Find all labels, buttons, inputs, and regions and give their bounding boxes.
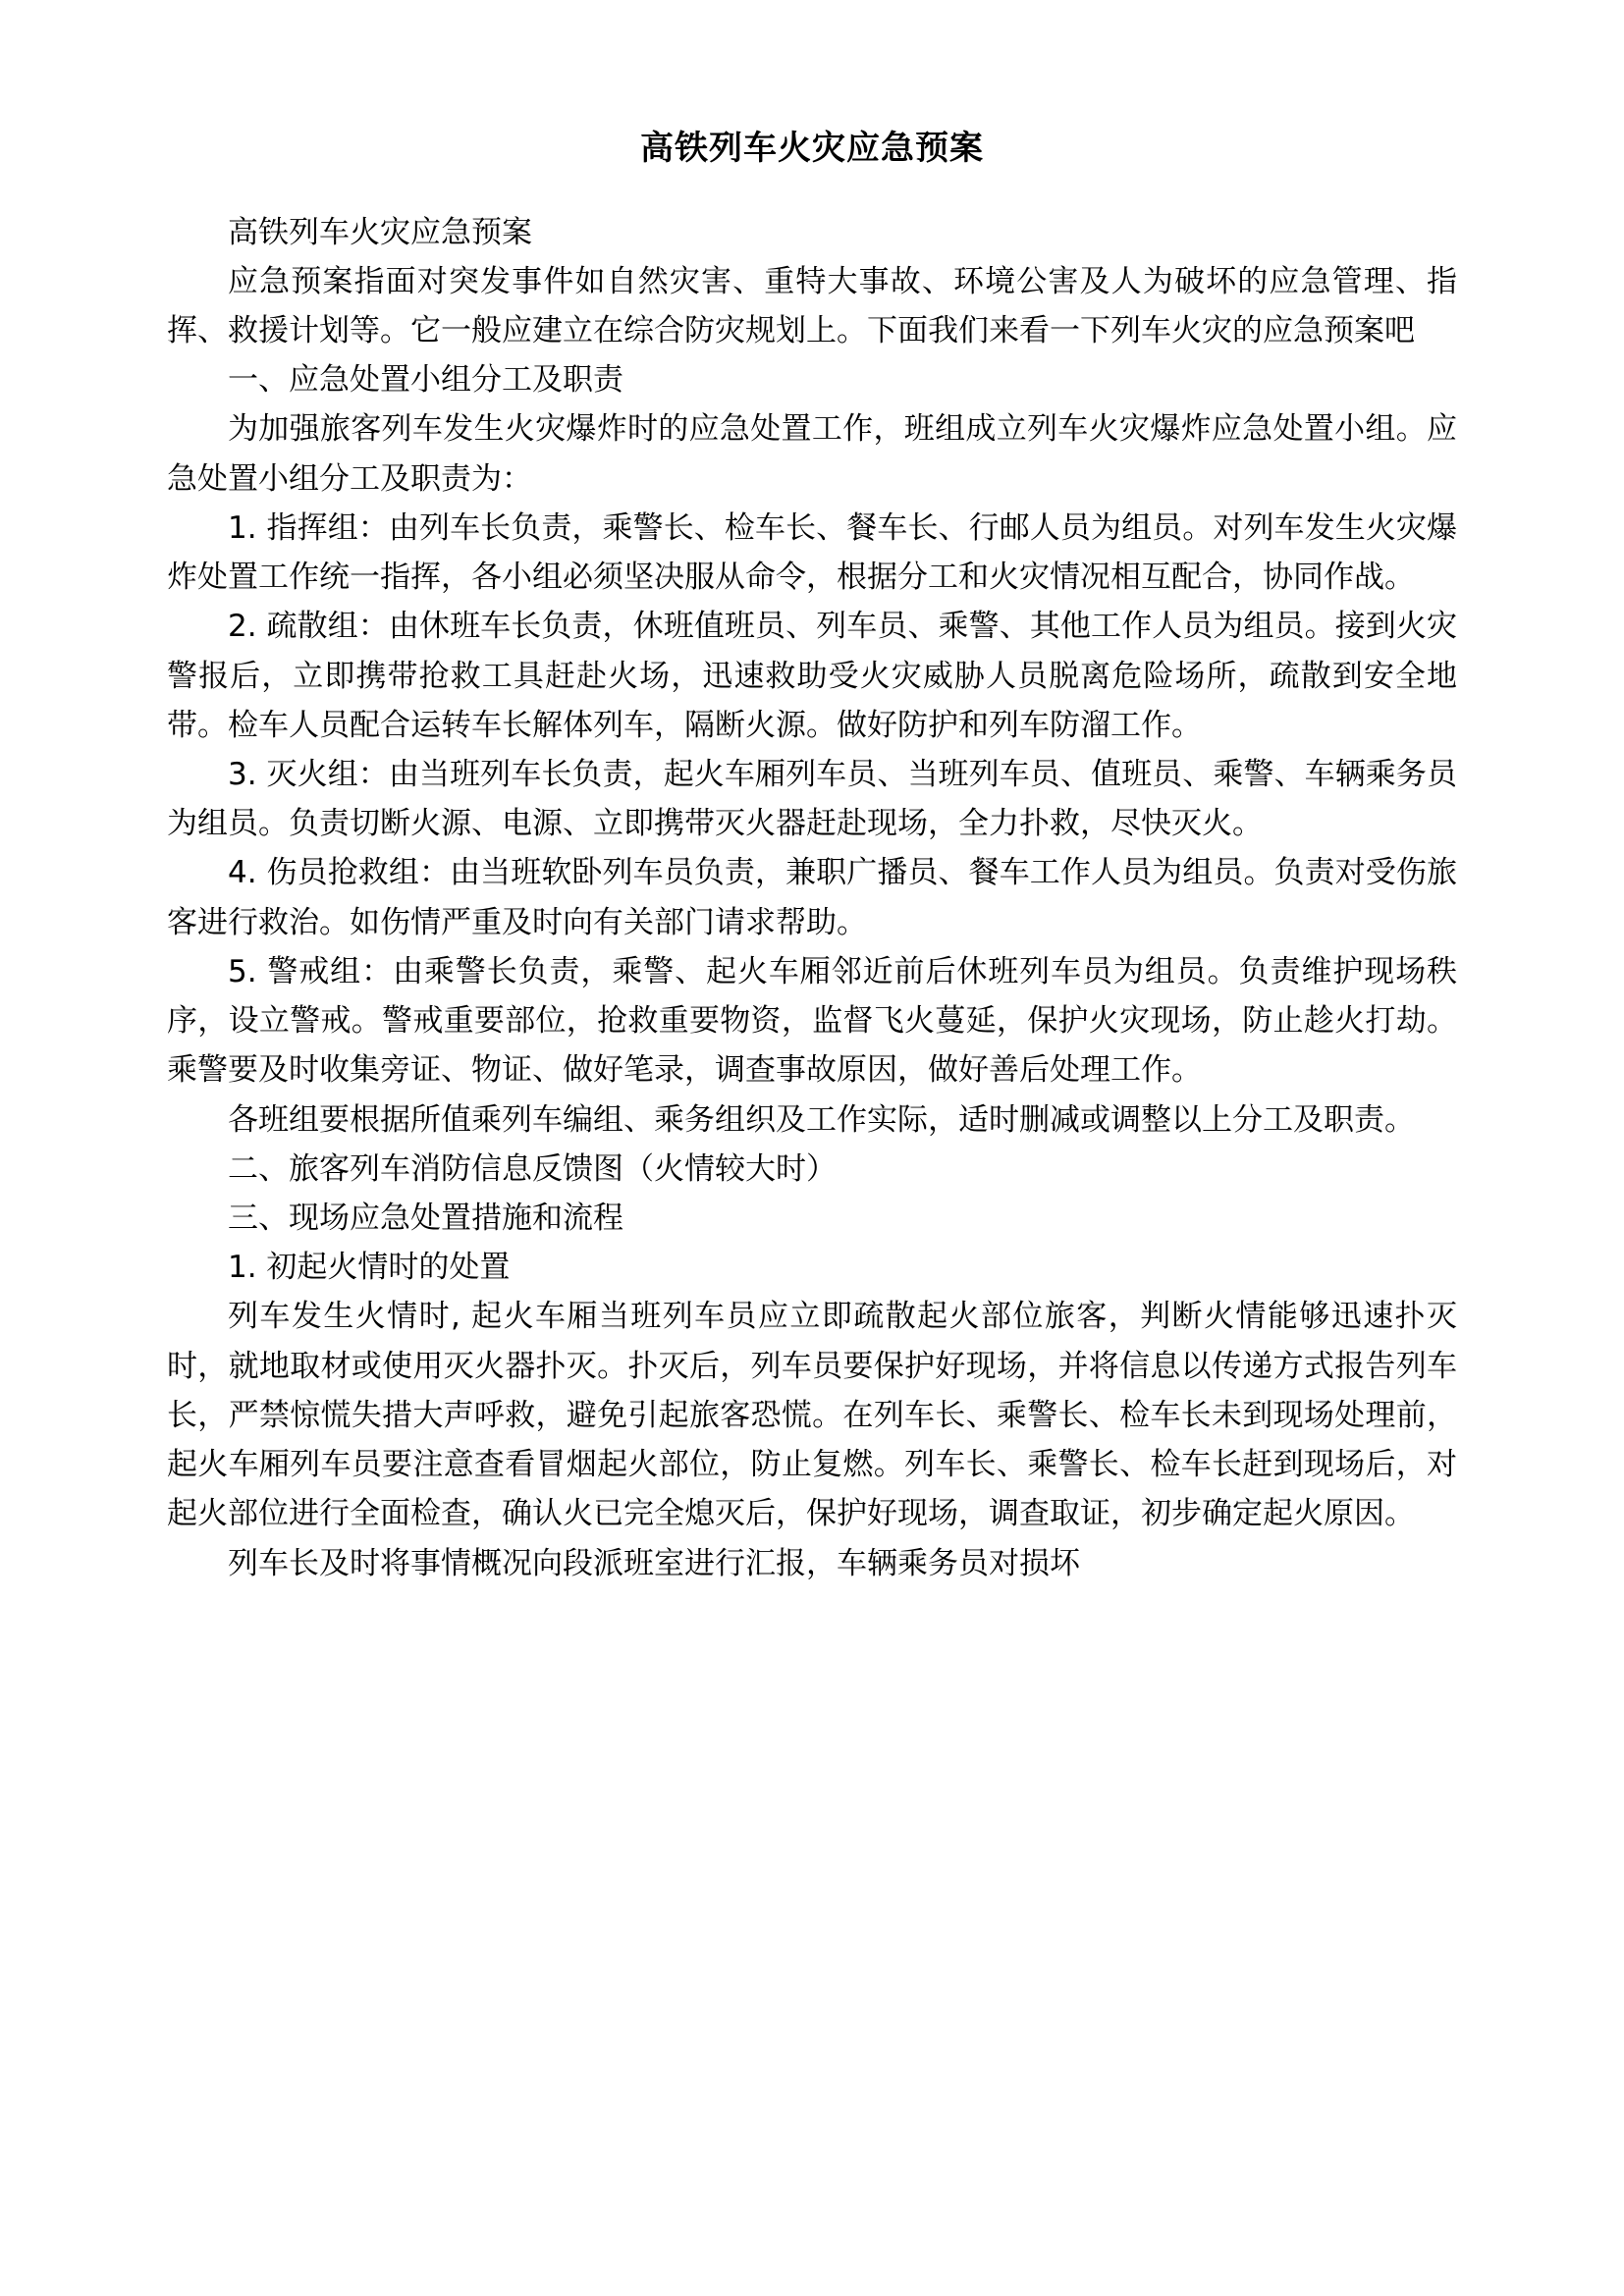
paragraph: 高铁列车火灾应急预案 (228, 214, 532, 250)
paragraph: 4. 伤员抢救组：由当班软卧列车员负责，兼职广播员、餐车工作人员为组员。负责对受伤旅客进行救治。如伤情严重及时向有关部门请求帮助。 (167, 855, 1457, 940)
paragraph: 二、旅客列车消防信息反馈图（火情较大时） (228, 1150, 837, 1187)
paragraph: 为加强旅客列车发生火灾爆炸时的应急处置工作，班组成立列车火灾爆炸应急处置小组。应急处置小组分工及职责为： (167, 411, 1457, 497)
document-body (167, 208, 1457, 1588)
paragraph: 3. 灭火组：由当班列车长负责，起火车厢列车员、当班列车员、值班员、乘警、车辆乘务员为组员。负责切断火源、电源、立即携带灭火器赶赴现场，全力扑救，尽快灭火。 (167, 757, 1457, 842)
paragraph: 一、应急处置小组分工及职责 (228, 362, 623, 399)
paragraph: 5. 警戒组：由乘警长负责，乘警、起火车厢邻近前后休班列车员为组员。负责维护现场秩序，设立警戒。警戒重要部位，抢救重要物资，监督飞火蔓延，保护火灾现场，防止趁火打劫。乘警要及时收集旁证、物证、做好笔录，调查事故原因，做好善后处理工作。 (167, 953, 1457, 1089)
paragraph: 1. 指挥组：由列车长负责，乘警长、检车长、餐车长、行邮人员为组员。对列车发生火灾爆炸处置工作统一指挥，各小组必须坚决服从命令，根据分工和火灾情况相互配合，协同作战。 (167, 509, 1457, 596)
paragraph: 应急预案指面对突发事件如自然灾害、重特大事故、环境公害及人为破坏的应急管理、指挥、救援计划等。它一般应建立在综合防灾规划上。下面我们来看一下列车火灾的应急预案吧 (167, 263, 1457, 349)
paragraph: 1. 初起火情时的处置 (228, 1250, 511, 1286)
page-title: 高铁列车火灾应急预案 (640, 129, 984, 168)
paragraph: 列车发生火情时, 起火车厢当班列车员应立即疏散起火部位旅客，判断火情能够迅速扑灭时，就地取材或使用灭火器扑灭。扑灭后，列车员要保护好现场，并将信息以传递方式报告列车长，严禁惊慌失措大声呼救，避免引起旅客恐慌。在列车长、乘警长、检车长未到现场处理前，起火车厢列车员要注意查看冒烟起火部位，防止复燃。列车长、乘警长、检车长赶到现场后，对起火部位进行全面检查，确认火已完全熄灭后，保护好现场，调查取证，初步确定起火原因。 (167, 1299, 1457, 1532)
paragraph: 2. 疏散组：由休班车长负责，休班值班员、列车员、乘警、其他工作人员为组员。接到火灾警报后，立即携带抢救工具赶赴火场，迅速救助受火灾威胁人员脱离危险场所，疏散到安全地带。检车人员配合运转车长解体列车，隔断火源。做好防护和列车防溜工作。 (167, 609, 1457, 743)
paragraph: 列车长及时将事情概况向段派班室进行汇报，车辆乘务员对损坏 (228, 1545, 1080, 1581)
paragraph: 三、现场应急处置措施和流程 (228, 1200, 623, 1236)
paragraph: 各班组要根据所值乘列车编组、乘务组织及工作实际，适时删减或调整以上分工及职责。 (228, 1101, 1415, 1138)
